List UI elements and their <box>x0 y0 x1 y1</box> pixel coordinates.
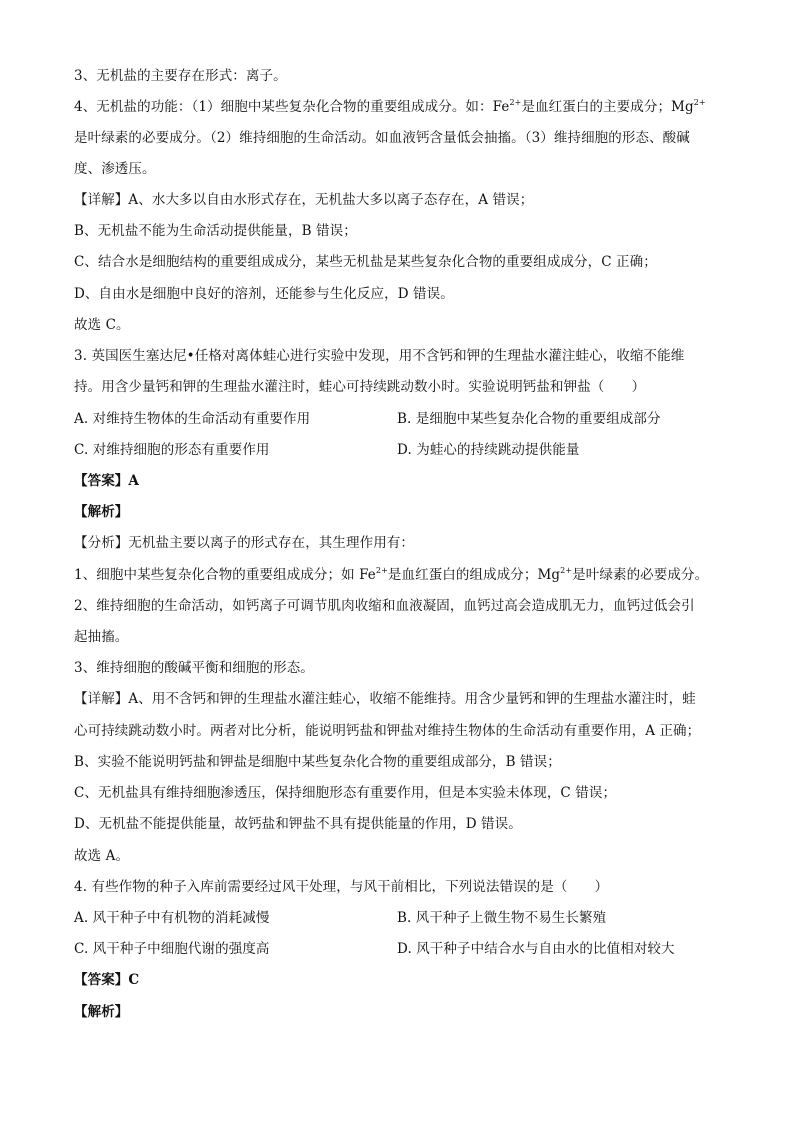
question-4-option-b: B. 风干种子上微生物不易生长繁殖 <box>397 910 607 926</box>
analysis-line: 起抽搐。 <box>74 629 129 645</box>
question-3-stem: 持。用含少量钙和钾的生理盐水灌注时，蛙心可持续跳动数小时。实验说明钙盐和钾盐（ ） <box>74 379 646 395</box>
conclusion-line: 故选 C。 <box>74 317 130 333</box>
detail-line: B、无机盐不能为生命活动提供能量，B 错误； <box>74 223 357 239</box>
answer-label: 【答案】A <box>74 473 139 489</box>
detail-line: D、无机盐不能提供能量，故钙盐和钾盐不具有提供能量的作用，D 错误。 <box>74 816 522 832</box>
detail-line: C、无机盐具有维持细胞渗透压，保持细胞形态有重要作用，但是本实验未体现，C 错误； <box>74 785 617 801</box>
analysis-line: 3、维持细胞的酸碱平衡和细胞的形态。 <box>74 660 314 676</box>
detail-line: 心可持续跳动数小时。两者对比分析，能说明钙盐和钾盐对维持生物体的生命活动有重要作用，A 正确； <box>74 723 701 739</box>
question-3-option-d: D. 为蛙心的持续跳动提供能量 <box>397 442 580 458</box>
analysis-line: 【分析】无机盐主要以离子的形式存在，其生理作用有： <box>74 535 414 551</box>
text-line: 度、渗透压。 <box>74 161 156 177</box>
question-3-option-a: A. 对维持生物体的生命活动有重要作用 <box>74 411 311 427</box>
question-3-option-c: C. 对维持细胞的形态有重要作用 <box>74 442 270 458</box>
answer-label: 【答案】C <box>74 972 140 988</box>
question-3-stem: 3. 英国医生塞达尼•任格对离体蛙心进行实验中发现，用不含钙和钾的生理盐水灌注蛙心，收缩不能维 <box>74 348 685 364</box>
detail-line: 【详解】A、用不含钙和钾的生理盐水灌注蛙心，收缩不能维持。用含少量钙和钾的生理盐水灌注时，蛙 <box>74 691 696 707</box>
detail-line: D、自由水是细胞中良好的溶剂，还能参与生化反应，D 错误。 <box>74 286 454 302</box>
text-line: 是叶绿素的必要成分。（2）维持细胞的生命活动。如血液钙含量低会抽搐。（3）维持细胞的形态、酸碱 <box>74 130 690 146</box>
question-4-stem: 4. 有些作物的种子入库前需要经过风干处理，与风干前相比，下列说法错误的是（ ） <box>74 879 609 895</box>
conclusion-line: 故选 A。 <box>74 848 130 864</box>
detail-line: 【详解】A、水大多以自由水形式存在，无机盐大多以离子态存在，A 错误； <box>74 192 534 208</box>
text-line: 4、无机盐的功能：（1）细胞中某些复杂化合物的重要组成成分。如：$Fe^{2+}$是血红蛋白的主要成分；$Mg^{2+}$ <box>74 97 706 115</box>
analysis-line: 1、细胞中某些复杂化合物的重要组成成分；如 $Fe^{2+}$是血红蛋白的组成成分；$Mg^{2+}$是叶绿素的必要成分。 <box>74 565 709 583</box>
detail-line: C、结合水是细胞结构的重要组成成分，某些无机盐是某些复杂化合物的重要组成成分，C 正确； <box>74 254 657 270</box>
question-4-option-a: A. 风干种子中有机物的消耗减慢 <box>74 910 270 926</box>
analysis-heading: 【解析】 <box>74 504 129 520</box>
question-4-option-d: D. 风干种子中结合水与自由水的比值相对较大 <box>397 941 675 957</box>
text-line: 3、无机盐的主要存在形式：离子。 <box>74 68 287 84</box>
detail-line: B、实验不能说明钙盐和钾盐是细胞中某些复杂化合物的重要组成部分，B 错误； <box>74 754 561 770</box>
question-3-option-b: B. 是细胞中某些复杂化合物的重要组成部分 <box>397 411 661 427</box>
question-4-option-c: C. 风干种子中细胞代谢的强度高 <box>74 941 270 957</box>
analysis-heading: 【解析】 <box>74 1004 129 1020</box>
analysis-line: 2、维持细胞的生命活动，如钙离子可调节肌肉收缩和血液凝固，血钙过高会造成肌无力，血钙过低会引 <box>74 598 695 614</box>
